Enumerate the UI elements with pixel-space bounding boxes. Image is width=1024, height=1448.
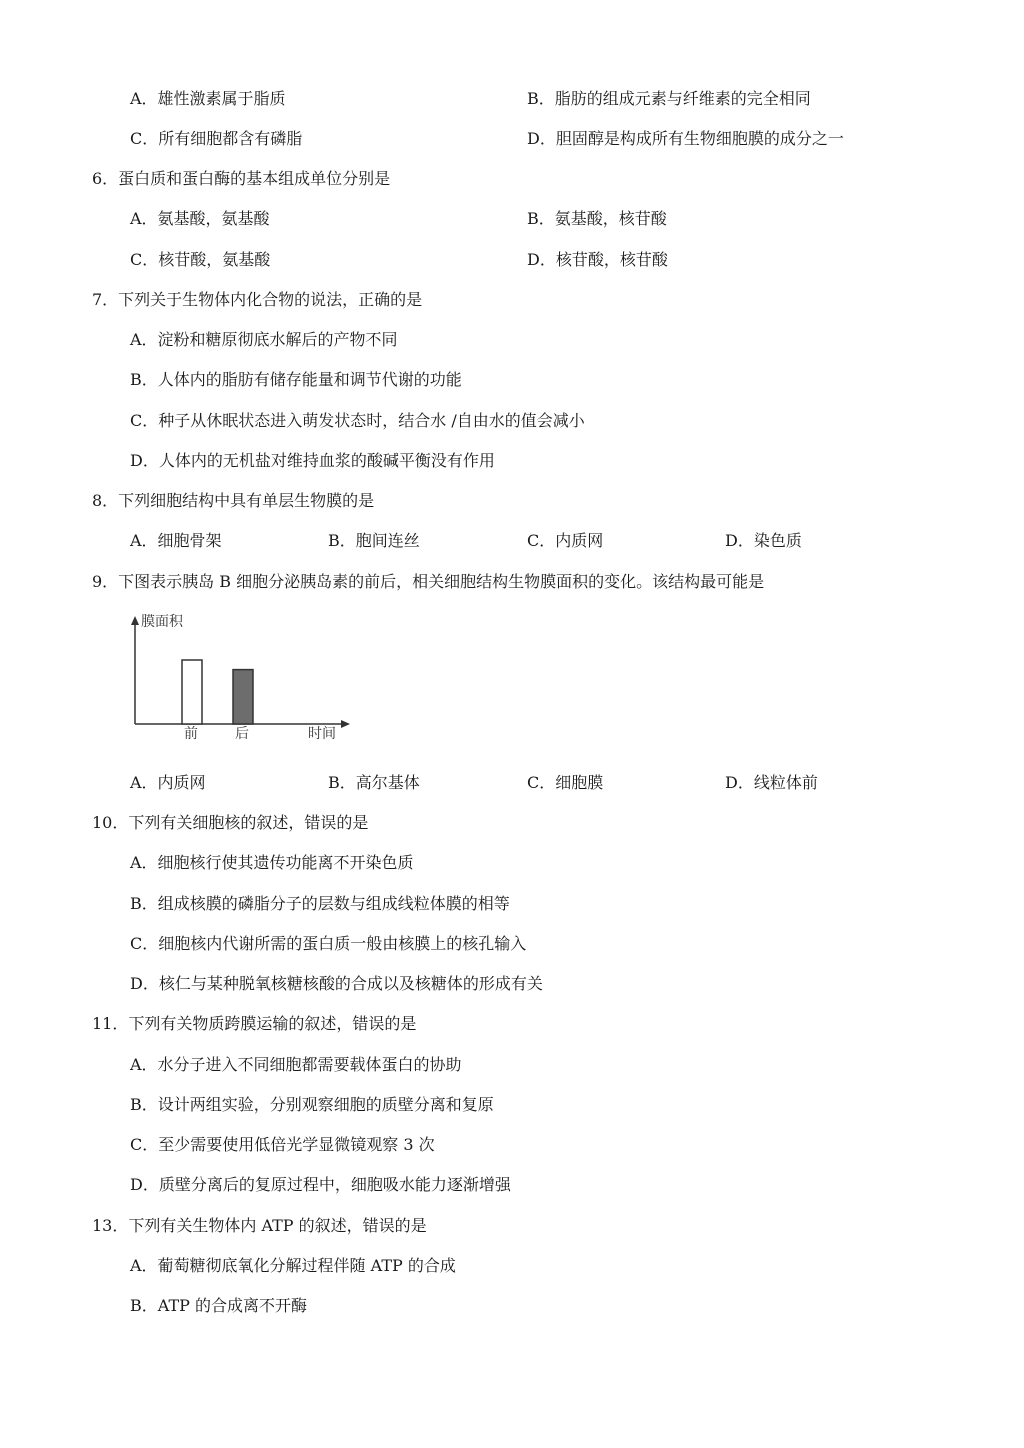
q13-stem: 13．下列有关生物体内 ATP 的叙述，错误的是 xyxy=(92,1216,427,1235)
x-axis-label: 时间 xyxy=(308,726,336,742)
q10-stem: 10．下列有关细胞核的叙述，错误的是 xyxy=(92,813,369,832)
q7-option-d: D．人体内的无机盐对维持血浆的酸碱平衡没有作用 xyxy=(130,451,495,470)
q5-option-d: D．胆固醇是构成所有生物细胞膜的成分之一 xyxy=(527,129,844,148)
q10-option-b: B．组成核膜的磷脂分子的层数与组成线粒体膜的相等 xyxy=(130,894,510,913)
q5-option-c: C．所有细胞都含有磷脂 xyxy=(130,129,303,148)
q7-option-a: A．淀粉和糖原彻底水解后的产物不同 xyxy=(130,330,398,349)
q6-stem: 6．蛋白质和蛋白酶的基本组成单位分别是 xyxy=(92,169,391,188)
q10-option-a: A．细胞核行使其遗传功能离不开染色质 xyxy=(130,853,414,872)
x-tick-label-after: 后 xyxy=(235,726,249,742)
x-tick-label-before: 前 xyxy=(184,726,198,742)
q9-option-a: A．内质网 xyxy=(130,773,206,792)
q6-option-b: B．氨基酸，核苷酸 xyxy=(527,209,667,228)
x-axis-arrow xyxy=(341,720,350,728)
y-axis-arrow xyxy=(131,616,139,625)
q8-option-b: B．胞间连丝 xyxy=(328,531,420,550)
q7-option-c: C．种子从休眠状态进入萌发状态时，结合水 /自由水的值会减小 xyxy=(130,411,585,430)
q7-stem: 7．下列关于生物体内化合物的说法，正确的是 xyxy=(92,290,423,309)
q5-option-b: B．脂肪的组成元素与纤维素的完全相同 xyxy=(527,89,811,108)
q13-option-a: A．葡萄糖彻底氧化分解过程伴随 ATP 的合成 xyxy=(130,1256,456,1275)
q11-option-c: C．至少需要使用低倍光学显微镜观察 3 次 xyxy=(130,1135,435,1154)
q10-option-d: D．核仁与某种脱氧核糖核酸的合成以及核糖体的形成有关 xyxy=(130,974,543,993)
q9-option-c: C．细胞膜 xyxy=(527,773,604,792)
q6-option-d: D．核苷酸，核苷酸 xyxy=(527,250,668,269)
q7-option-b: B．人体内的脂肪有储存能量和调节代谢的功能 xyxy=(130,370,462,389)
membrane-area-figure xyxy=(125,612,355,752)
bar-before xyxy=(182,660,202,724)
q6-option-a: A．氨基酸，氨基酸 xyxy=(130,209,270,228)
q9-option-d: D．线粒体前 xyxy=(725,773,818,792)
bar-after xyxy=(233,670,253,724)
q6-option-c: C．核苷酸，氨基酸 xyxy=(130,250,271,269)
q9-stem: 9．下图表示胰岛 B 细胞分泌胰岛素的前后，相关细胞结构生物膜面积的变化。该结构最可能是 xyxy=(92,572,765,591)
q11-option-b: B．设计两组实验，分别观察细胞的质壁分离和复原 xyxy=(130,1095,494,1114)
q8-option-c: C．内质网 xyxy=(527,531,604,550)
q9-option-b: B．高尔基体 xyxy=(328,773,420,792)
q13-option-b: B．ATP 的合成离不开酶 xyxy=(130,1296,307,1315)
y-axis-label: 膜面积 xyxy=(141,614,183,630)
q8-option-d: D．染色质 xyxy=(725,531,802,550)
q10-option-c: C．细胞核内代谢所需的蛋白质一般由核膜上的核孔输入 xyxy=(130,934,527,953)
q11-stem: 11．下列有关物质跨膜运输的叙述，错误的是 xyxy=(92,1014,417,1033)
q8-option-a: A．细胞骨架 xyxy=(130,531,222,550)
q8-stem: 8．下列细胞结构中具有单层生物膜的是 xyxy=(92,491,375,510)
q5-option-a: A．雄性激素属于脂质 xyxy=(130,89,286,108)
q11-option-a: A．水分子进入不同细胞都需要载体蛋白的协助 xyxy=(130,1055,462,1074)
q11-option-d: D．质壁分离后的复原过程中，细胞吸水能力逐渐增强 xyxy=(130,1175,511,1194)
